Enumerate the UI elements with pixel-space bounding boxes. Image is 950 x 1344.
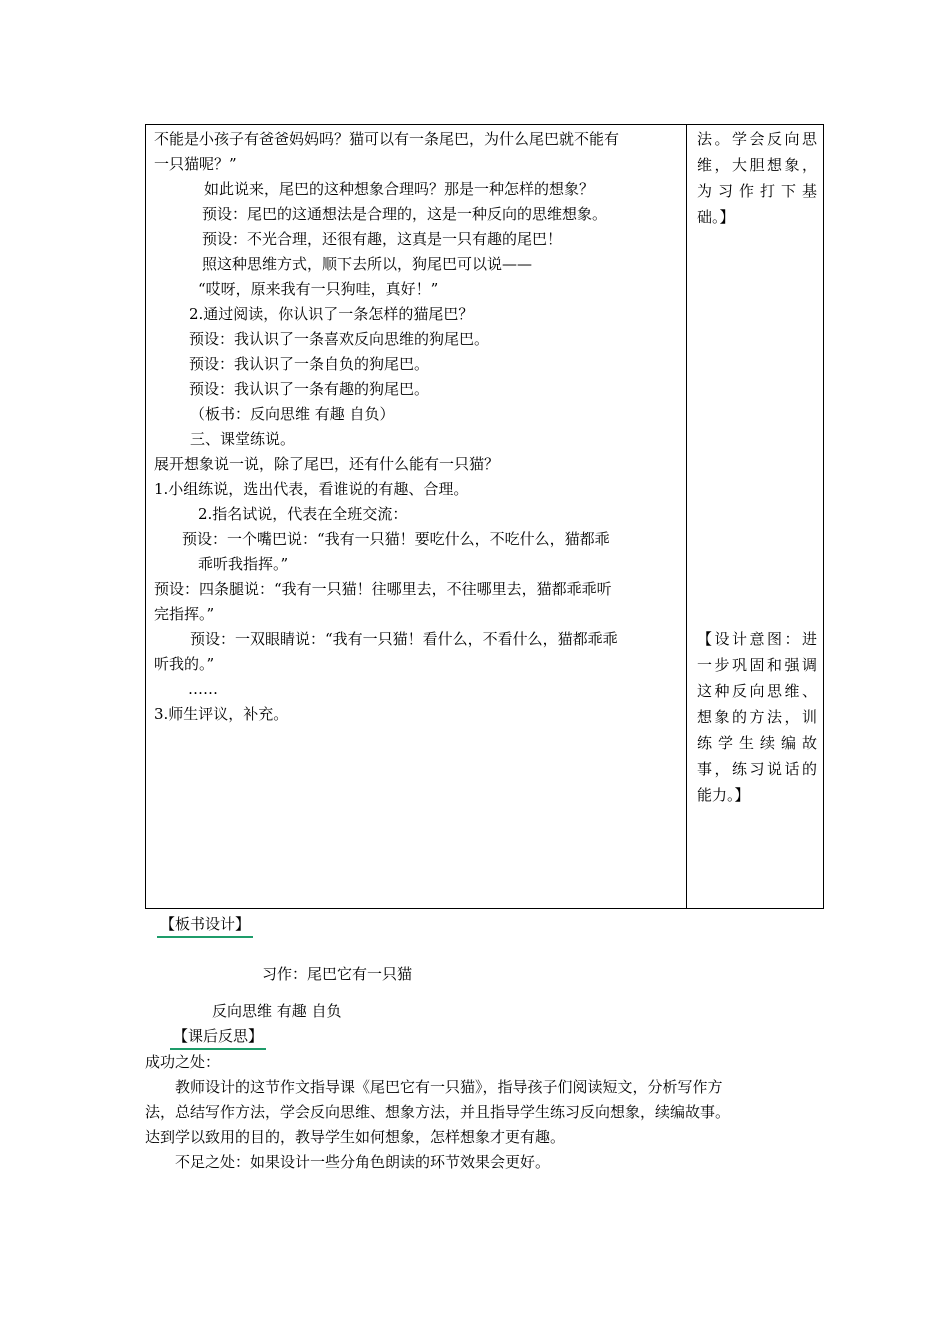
ellipsis-line: …… <box>188 680 218 698</box>
design-intent-line: 想象的方法，训 <box>697 708 817 726</box>
process-line: 1.小组练说，选出代表，看谁说的有趣、合理。 <box>154 480 469 498</box>
design-intent-line: 这种反向思维、 <box>697 682 817 700</box>
lesson-table <box>145 124 824 909</box>
process-line: 预设：四条腿说：“我有一只猫！往哪里去，不往哪里去，猫都乖乖听 <box>154 580 612 598</box>
board-design-heading: 【板书设计】 <box>157 914 253 938</box>
reflection-heading: 【课后反思】 <box>170 1026 266 1050</box>
side-note-line: 础。】 <box>697 208 735 226</box>
process-line: “哎呀，原来我有一只狗哇，真好！” <box>198 280 439 298</box>
design-intent-line: 能力。】 <box>697 786 750 804</box>
process-line: 乖听我指挥。” <box>198 555 289 573</box>
success-text-line: 达到学以致用的目的，教导学生如何想象，怎样想象才更有趣。 <box>145 1128 566 1146</box>
design-intent-line: 事，练习说话的 <box>697 760 817 778</box>
success-text-line: 教师设计的这节作文指导课《尾巴它有一只猫》，指导孩子们阅读短文，分析写作方 <box>175 1078 723 1096</box>
process-line: 如此说来，尾巴的这种想象合理吗？那是一种怎样的想象？ <box>204 180 595 198</box>
process-line: 照这种思维方式，顺下去所以，狗尾巴可以说—— <box>202 255 533 273</box>
process-line: 预设：我认识了一条自负的狗尾巴。 <box>189 355 430 373</box>
process-line: 预设：我认识了一条喜欢反向思维的狗尾巴。 <box>189 330 490 348</box>
process-line: 2.指名试说，代表在全班交流： <box>198 505 408 523</box>
design-intent-line: 【设计意图：进 <box>697 630 817 648</box>
process-line: 不能是小孩子有爸爸妈妈吗？猫可以有一条尾巴，为什么尾巴就不能有 <box>154 130 620 148</box>
process-line: 完指挥。” <box>154 605 215 623</box>
success-text-line: 法，总结写作方法，学会反向思维、想象方法，并且指导学生练习反向想象，续编故事。 <box>145 1103 731 1121</box>
board-title: 习作：尾巴它有一只猫 <box>262 965 413 983</box>
process-line: （板书：反向思维 有趣 自负） <box>190 405 395 423</box>
process-line: 预设：我认识了一条有趣的狗尾巴。 <box>189 380 430 398</box>
board-keywords: 反向思维 有趣 自负 <box>212 1002 342 1020</box>
side-note-line: 法。学会反向思 <box>697 130 817 148</box>
process-line: 预设：不光合理，还很有趣，这真是一只有趣的尾巴！ <box>202 230 563 248</box>
process-line: 预设：尾巴的这通想法是合理的，这是一种反向的思维想象。 <box>202 205 608 223</box>
process-line: 2.通过阅读，你认识了一条怎样的猫尾巴？ <box>189 305 474 323</box>
process-line: 听我的。” <box>154 655 215 673</box>
process-line: 一只猫呢？” <box>154 155 237 173</box>
side-note-line: 为习作打下基 <box>697 182 817 200</box>
column-divider <box>686 125 687 908</box>
process-line: 3.师生评议，补充。 <box>154 705 289 723</box>
process-line: 三、课堂练说。 <box>190 430 296 448</box>
success-label: 成功之处： <box>145 1053 221 1071</box>
side-note-line: 维，大胆想象， <box>697 156 817 174</box>
process-line: 预设：一双眼睛说：“我有一只猫！看什么，不看什么，猫都乖乖 <box>190 630 618 648</box>
process-line: 展开想象说一说，除了尾巴，还有什么能有一只猫？ <box>154 455 500 473</box>
design-intent-line: 一步巩固和强调 <box>697 656 817 674</box>
design-intent-line: 练学生续编故 <box>697 734 817 752</box>
process-line: 预设：一个嘴巴说：“我有一只猫！要吃什么，不吃什么，猫都乖 <box>182 530 610 548</box>
shortcoming-text: 不足之处：如果设计一些分角色朗读的环节效果会更好。 <box>175 1153 551 1171</box>
